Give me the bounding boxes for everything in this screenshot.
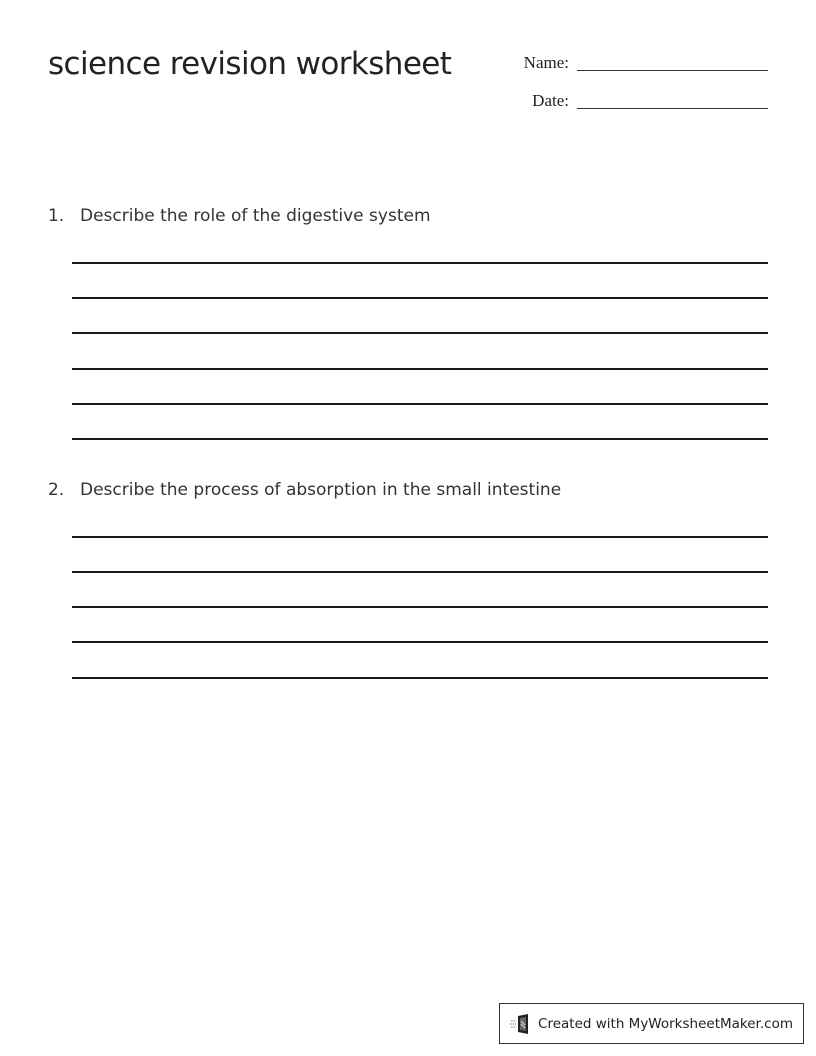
footer-text: Created with MyWorksheetMaker.com (538, 1015, 793, 1032)
footer-credit (499, 1003, 804, 1044)
answer-line[interactable] (72, 262, 768, 264)
answer-line[interactable] (72, 641, 768, 643)
date-field (509, 91, 768, 111)
answer-line[interactable] (72, 438, 768, 440)
answer-line[interactable] (72, 332, 768, 334)
answer-line[interactable] (72, 403, 768, 405)
name-field (509, 53, 768, 73)
answer-line[interactable] (72, 536, 768, 538)
answer-line[interactable] (72, 677, 768, 679)
name-blank-line[interactable] (577, 70, 768, 71)
question-number: 2. (48, 480, 65, 500)
date-label: Date: (532, 91, 569, 110)
answer-line[interactable] (72, 368, 768, 370)
name-label: Name: (523, 53, 569, 72)
worksheet-logo-icon (510, 1013, 532, 1035)
date-blank-line[interactable] (577, 108, 768, 109)
question-number: 1. (48, 206, 65, 226)
answer-line[interactable] (72, 571, 768, 573)
question-text: Describe the process of absorption in the small intestine (80, 480, 562, 500)
worksheet-title: science revision worksheet (48, 46, 452, 82)
question-1 (48, 206, 431, 226)
answer-line[interactable] (72, 297, 768, 299)
question-2 (48, 480, 561, 500)
question-text: Describe the role of the digestive system (80, 206, 431, 226)
answer-line[interactable] (72, 606, 768, 608)
